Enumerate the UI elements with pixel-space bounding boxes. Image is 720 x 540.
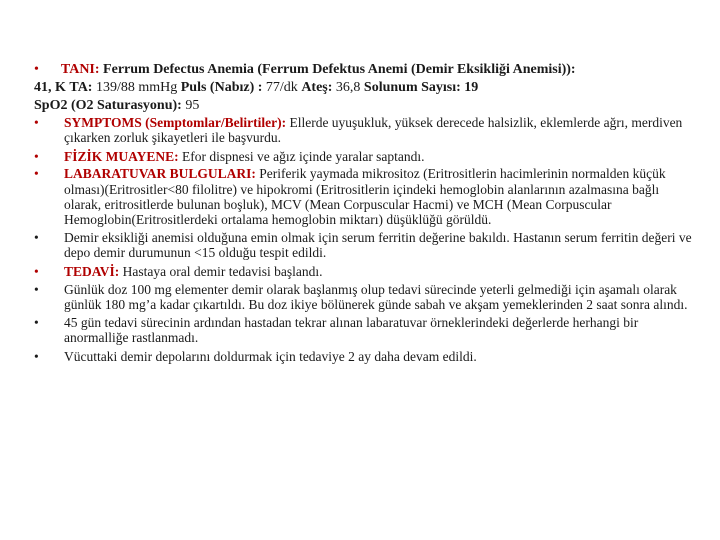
item-text: 45 gün tedavi sürecinin ardından hastadan tekrar alınan labaratuvar örneklerindeki değerlerde herhangi bir anormalliğe rastlanmadı. <box>64 315 639 346</box>
ates-label: Ateş: <box>301 80 333 95</box>
list-item <box>34 264 694 279</box>
bullet: • <box>34 115 39 130</box>
patient-info: 41, K <box>34 80 66 95</box>
item-text: Efor dispnesi ve ağız içinde yaralar saptandı. <box>178 149 425 165</box>
list-item <box>34 115 694 145</box>
bullet: • <box>34 149 39 165</box>
ta-value: 139/88 mmHg <box>95 80 178 95</box>
list-item <box>34 282 694 312</box>
bullet: • <box>34 348 39 364</box>
diagnosis-line <box>34 61 694 79</box>
item-text: Günlük doz 100 mg elementer demir olarak başlanmış olup tedavi sürecinde yeterli gelmediği için aşamalı olarak günlük 180 mg’a kadar çıkartıldı. Bu doz ikiye bölünerek günde sabah ve akşam yemeklerinden 2 saat sonra alındı. <box>64 281 688 313</box>
bullet: • <box>34 315 39 331</box>
diagnosis-label: TANI: <box>60 62 100 77</box>
item-text: Vücuttaki demir depolarını doldurmak için tedaviye 2 ay daha devam edildi. <box>64 348 477 364</box>
item-text: Hastaya oral demir tedavisi başlandı. <box>119 263 323 279</box>
item-label: LABARATUVAR BULGULARI: <box>64 166 256 182</box>
item-text: Demir eksikliği anemisi olduğuna emin olmak için serum ferritin değerine bakıldı. Hastanın serum ferritin değeri ve depo demir durumunun <15 olduğu tespit edildi. <box>64 230 692 261</box>
spo2-line <box>34 97 694 115</box>
bullet: • <box>34 263 39 279</box>
list-item <box>34 349 694 364</box>
bullet: • <box>34 230 39 246</box>
findings-list <box>34 115 694 364</box>
item-label: SYMPTOMS (Semptomlar/Belirtiler): <box>64 115 287 130</box>
spo2-value: 95 <box>185 98 200 113</box>
bullet: • <box>34 166 39 182</box>
item-text: Ellerde uyuşukluk, yüksek derecede halsizlik, eklemlerde ağrı, merdiven çıkarken zorluk şikayetleri ile başvurdu. <box>64 115 683 146</box>
item-label: TEDAVİ: <box>64 263 120 279</box>
list-item <box>34 315 694 345</box>
item-label: FİZİK MUAYENE: <box>64 149 179 165</box>
puls-value: 77/dk <box>265 80 298 95</box>
diagnosis-value: Ferrum Defectus Anemia (Ferrum Defektus Anemi (Demir Eksikliği Anemisi)): <box>103 62 576 77</box>
solunum-label: Solunum Sayısı: 19 <box>363 80 479 95</box>
vitals-line <box>34 79 694 97</box>
item-text: Periferik yaymada mikrositoz (Eritrositlerin hacimlerinin normalden küçük olması)(Eritrositler<80 filolitre) ve hipokromi (Eritrositlerin içindeki hemoglobin alanlarının azalmasına bağlı olarak, eritrositlerde bulunan boşluk), MCV (Mean Corpuscular Hacmi) ve MCH (Mean Corpuscular Hemoglobin(Eritrositlerdeki ortalama hemoglobin miktarı) düşüklüğü görüldü. <box>64 166 666 228</box>
spo2-label: SpO2 (O2 Saturasyonu): <box>34 98 182 113</box>
list-item <box>34 166 694 227</box>
bullet: • <box>34 62 39 77</box>
puls-label: Puls (Nabız) : <box>180 80 263 95</box>
ta-label: TA: <box>69 80 93 95</box>
bullet: • <box>34 281 39 297</box>
list-item <box>34 148 694 166</box>
list-item <box>34 230 694 260</box>
slide-content <box>34 61 694 364</box>
ates-value: 36,8 <box>335 80 361 95</box>
